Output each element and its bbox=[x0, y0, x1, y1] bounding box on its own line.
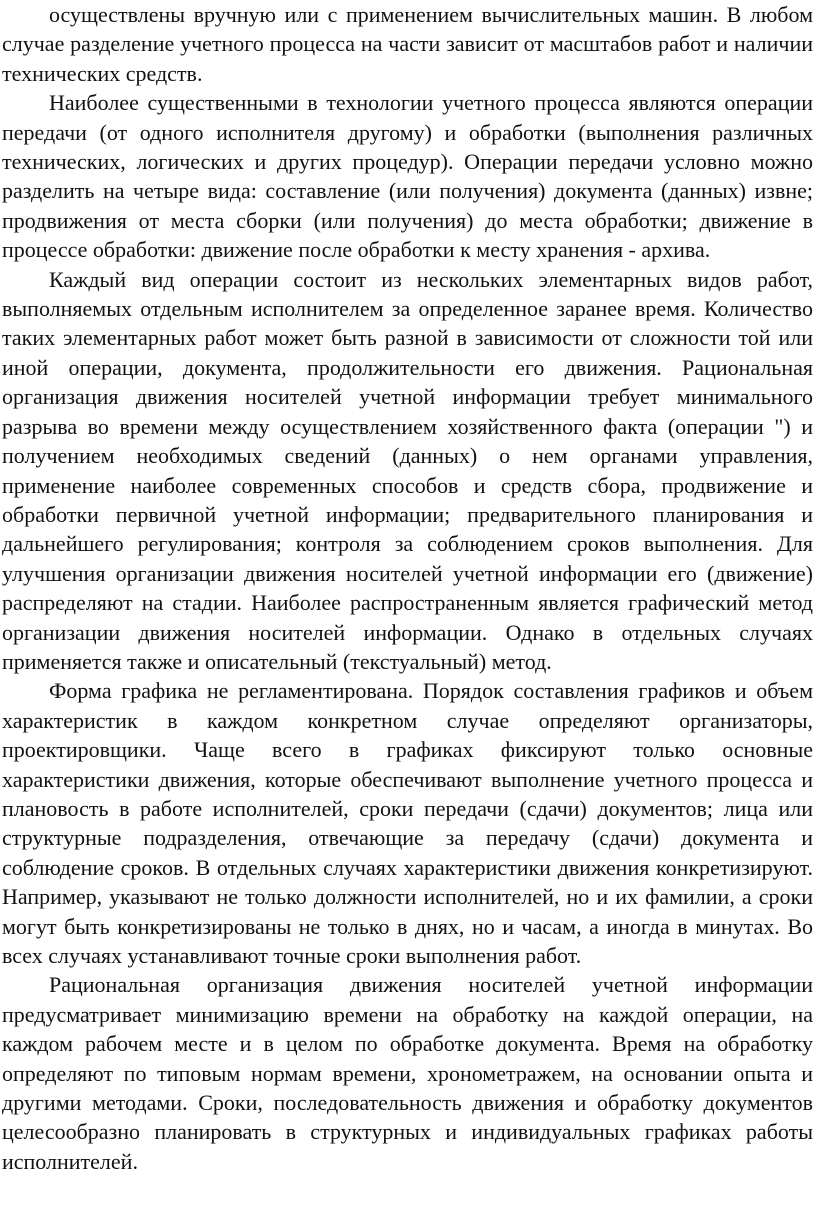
paragraph-schedule-form: Форма графика не регламентирована. Порядок составления графиков и объем характеристик в каждом конкретном случае определяют организаторы, проектировщики. Чаще всего в графиках фиксируют только основные характеристики движения, которые обеспечивают выполнение учетного процесса и плановость в работе исполнителей, сроки передачи (сдачи) документов; лица или структурные подразделения, отвечающие за передачу (сдачи) документа и соблюдение сроков. В отдельных случаях характеристики движения конкретизируют. Например, указывают не только должности исполнителей, но и их фамилии, а сроки могут быть конкретизированы не только в днях, но и часам, а иногда в минутах. Во всех случаях устанавливают точные сроки выполнения работ. bbox=[2, 678, 813, 968]
paragraph-transfer-operations: Наиболее существенными в технологии учетного процесса являются операции передачи (от одного исполнителя другому) и обработки (выполнения различных технических, логических и других процедур). Операции передачи условно можно разделить на четыре вида: составление (или получения) документа (данных) извне; продвижения от места сборки (или получения) до места обработки; движение в процессе обработки: движение после обработки к месту хранения - архива. bbox=[2, 90, 813, 263]
paragraph-continuation: осуществлены вручную или с применением вычислительных машин. В любом случае разделение учетного процесса на части зависит от масштабов работ и наличии технических средств. bbox=[2, 2, 813, 86]
paragraph-rational-organization: Рациональная организация движения носителей учетной информации предусматривает минимизацию времени на обработку на каждой операции, на каждом рабочем месте и в целом по обработке документа. Время на обработку определяют по типовым нормам времени, хронометражем, на основании опыта и другими методами. Сроки, последовательность движения и обработку документов целесообразно планировать в структурных и индивидуальных графиках работы исполнителей. bbox=[2, 972, 813, 1174]
document-page bbox=[2, 0, 813, 1176]
paragraph-operation-types: Каждый вид операции состоит из нескольких элементарных видов работ, выполняемых отдельным исполнителем за определенное заранее время. Количество таких элементарных работ может быть разной в зависимости от сложности той или иной операции, документа, продолжительности его движения. Рациональная организация движения носителей учетной информации требует минимального разрыва во времени между осуществлением хозяйственного факта (операции ") и получением необходимых сведений (данных) о нем органами управления, применение наиболее современных способов и средств сбора, продвижение и обработки первичной учетной информации; предварительного планирования и дальнейшего регулирования; контроля за соблюдением сроков выполнения. Для улучшения организации движения носителей учетной информации его (движение) распределяют на стадии. Наиболее распространенным является графический метод организации движения носителей информации. Однако в отдельных случаях применяется также и описательный (текстуальный) метод. bbox=[2, 266, 813, 674]
